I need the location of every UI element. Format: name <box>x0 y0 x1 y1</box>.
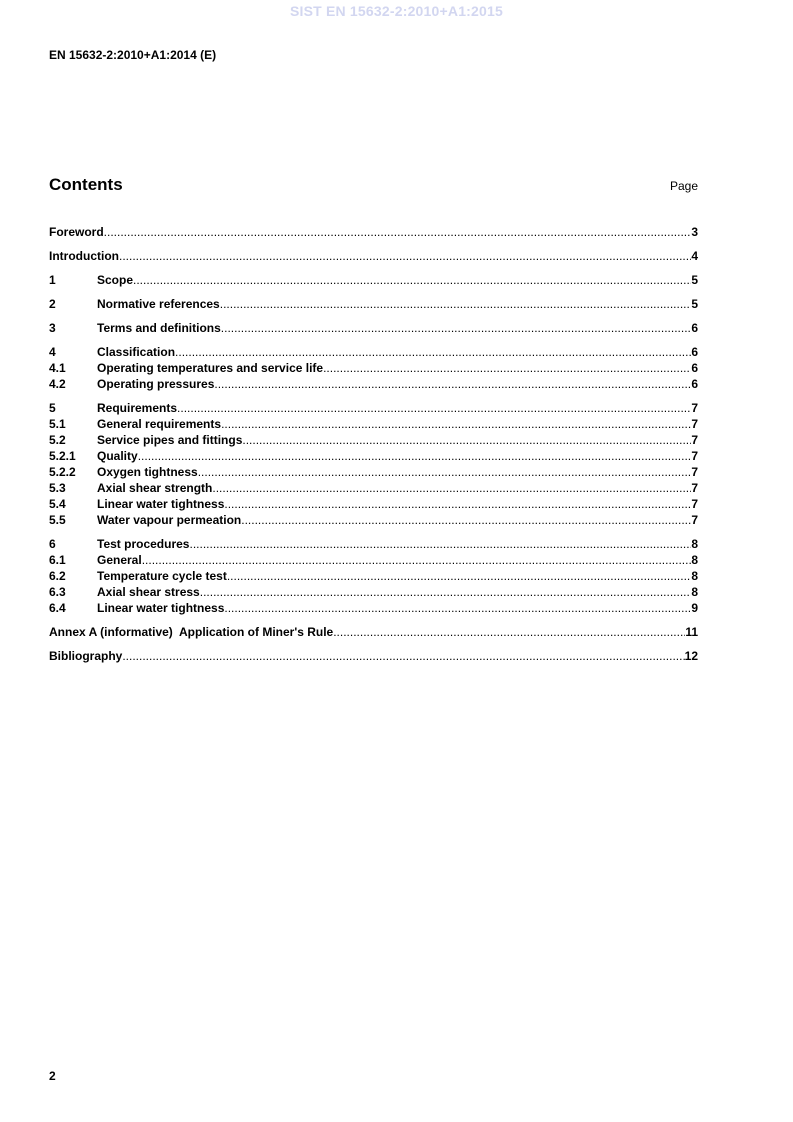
toc-entry-title: Linear water tightness <box>97 601 225 615</box>
toc-entry-number: 4 <box>49 345 56 359</box>
toc-leader-dots <box>241 512 691 528</box>
toc-entry-temperature-cycle-test[interactable] <box>49 568 698 584</box>
toc-entry-foreword[interactable] <box>49 224 698 240</box>
toc-entry-general-requirements[interactable] <box>49 416 698 432</box>
toc-entry-title: Operating temperatures and service life <box>97 361 324 375</box>
toc-leader-dots <box>119 248 691 264</box>
toc-entry-annex-a[interactable] <box>49 624 698 640</box>
toc-leader-dots <box>212 480 691 496</box>
toc-entry-title: Classification <box>97 345 176 359</box>
toc-entry-page: 8 <box>691 585 698 599</box>
toc-entry-page: 5 <box>691 273 698 287</box>
toc-leader-dots <box>142 552 692 568</box>
toc-entry-number: 2 <box>49 297 56 311</box>
toc-entry-number: 5.4 <box>49 497 66 511</box>
toc-entry-number: 6.4 <box>49 601 66 615</box>
toc-entry-number: 6.2 <box>49 569 66 583</box>
toc-entry-title: Requirements <box>97 401 178 415</box>
toc-entry-linear-water-tightness-test[interactable] <box>49 600 698 616</box>
page-title: Contents <box>49 175 123 194</box>
toc-entry-page: 7 <box>691 465 698 479</box>
toc-entry-title: Linear water tightness <box>97 497 225 511</box>
toc-entry-page: 8 <box>691 537 698 551</box>
toc-entry-title: Normative references <box>97 297 220 311</box>
toc-entry-number: 1 <box>49 273 56 287</box>
toc-entry-page: 5 <box>691 297 698 311</box>
toc-entry-title: Temperature cycle test <box>97 569 227 583</box>
toc-entry-page: 6 <box>691 377 698 391</box>
toc-entry-introduction[interactable] <box>49 248 698 264</box>
toc-leader-dots <box>333 624 685 640</box>
toc-entry-page: 6 <box>691 345 698 359</box>
toc-entry-page: 7 <box>691 401 698 415</box>
toc-entry-page: 8 <box>691 553 698 567</box>
toc-entry-page: 4 <box>691 249 698 263</box>
toc-leader-dots <box>220 296 692 312</box>
toc-leader-dots <box>323 360 691 376</box>
toc-entry-page: 9 <box>691 601 698 615</box>
toc-entry-page: 7 <box>691 417 698 431</box>
toc-entry-number: 4.1 <box>49 361 66 375</box>
toc-entry-quality[interactable] <box>49 448 698 464</box>
toc-leader-dots <box>133 272 691 288</box>
toc-entry-classification[interactable] <box>49 344 698 360</box>
toc-entry-operating-pressures[interactable] <box>49 376 698 392</box>
toc-entry-page: 7 <box>691 433 698 447</box>
toc-entry-number: 3 <box>49 321 56 335</box>
toc-entry-number: 5.3 <box>49 481 66 495</box>
toc-entry-number: 4.2 <box>49 377 66 391</box>
toc-entry-title: General <box>97 553 142 567</box>
toc-entry-scope[interactable] <box>49 272 698 288</box>
toc-leader-dots <box>200 584 692 600</box>
toc-entry-number: 6.3 <box>49 585 66 599</box>
toc-entry-bibliography[interactable] <box>49 648 698 664</box>
toc-entry-water-vapour-permeation[interactable] <box>49 512 698 528</box>
toc-leader-dots <box>221 320 692 336</box>
toc-entry-page: 6 <box>691 321 698 335</box>
toc-entry-number: 6.1 <box>49 553 66 567</box>
toc-leader-dots <box>122 648 684 664</box>
toc-leader-dots <box>175 344 691 360</box>
toc-entry-page: 3 <box>691 225 698 239</box>
toc-entry-title: Annex A (informative) Application of Miner's Rule <box>49 625 334 639</box>
toc-entry-axial-shear-stress[interactable] <box>49 584 698 600</box>
toc-leader-dots <box>224 600 691 616</box>
toc-leader-dots <box>198 464 692 480</box>
toc-entry-oxygen-tightness[interactable] <box>49 464 698 480</box>
toc-entry-page: 7 <box>691 497 698 511</box>
toc-entry-page: 8 <box>691 569 698 583</box>
toc-leader-dots <box>104 224 692 240</box>
toc-leader-dots <box>221 416 691 432</box>
toc-leader-dots <box>224 496 691 512</box>
toc-entry-number: 6 <box>49 537 56 551</box>
toc-entry-title: Service pipes and fittings <box>97 433 243 447</box>
toc-leader-dots <box>189 536 691 552</box>
toc-entry-title: Quality <box>97 449 138 463</box>
toc-entry-page: 7 <box>691 513 698 527</box>
toc-entry-number: 5.1 <box>49 417 66 431</box>
toc-entry-page: 12 <box>684 649 698 663</box>
toc-leader-dots <box>138 448 692 464</box>
toc-entry-title: Water vapour permeation <box>97 513 242 527</box>
toc-leader-dots <box>177 400 691 416</box>
toc-entry-page: 11 <box>685 625 698 639</box>
toc-leader-dots <box>242 432 691 448</box>
toc-entry-number: 5.2.1 <box>49 449 76 463</box>
toc-entry-service-pipes[interactable] <box>49 432 698 448</box>
toc-entry-number: 5.5 <box>49 513 66 527</box>
toc-entry-title: Operating pressures <box>97 377 215 391</box>
toc-entry-test-procedures[interactable] <box>49 536 698 552</box>
toc-entry-terms-and-definitions[interactable] <box>49 320 698 336</box>
toc-entry-operating-temperatures[interactable] <box>49 360 698 376</box>
page-column-label: Page <box>669 179 698 193</box>
toc-entry-page: 6 <box>691 361 698 375</box>
toc-entry-normative-references[interactable] <box>49 296 698 312</box>
toc-entry-title: Test procedures <box>97 537 190 551</box>
toc-entry-title: Axial shear strength <box>97 481 213 495</box>
toc-entry-title: Introduction <box>49 249 119 263</box>
toc-entry-number: 5.2 <box>49 433 66 447</box>
toc-entry-page: 7 <box>691 481 698 495</box>
toc-entry-requirements[interactable] <box>49 400 698 416</box>
toc-entry-page: 7 <box>691 449 698 463</box>
toc-entry-number: 5 <box>49 401 56 415</box>
toc-entry-title: Oxygen tightness <box>97 465 198 479</box>
document-id: EN 15632-2:2010+A1:2014 (E) <box>49 48 217 62</box>
toc-entry-title: Bibliography <box>49 649 123 663</box>
toc-entry-number: 5.2.2 <box>49 465 76 479</box>
toc-entry-title: Foreword <box>49 225 104 239</box>
toc-leader-dots <box>214 376 691 392</box>
toc-entry-axial-shear-strength[interactable] <box>49 480 698 496</box>
toc-leader-dots <box>227 568 691 584</box>
watermark: SIST EN 15632-2:2010+A1:2015 <box>289 3 503 19</box>
toc-entry-title: General requirements <box>97 417 222 431</box>
toc-entry-title: Scope <box>97 273 134 287</box>
toc-entry-title: Terms and definitions <box>97 321 221 335</box>
toc-entry-general[interactable] <box>49 552 698 568</box>
toc-entry-title: Axial shear stress <box>97 585 200 599</box>
page-number: 2 <box>49 1069 56 1083</box>
table-of-contents <box>49 224 698 664</box>
toc-entry-linear-water-tightness[interactable] <box>49 496 698 512</box>
